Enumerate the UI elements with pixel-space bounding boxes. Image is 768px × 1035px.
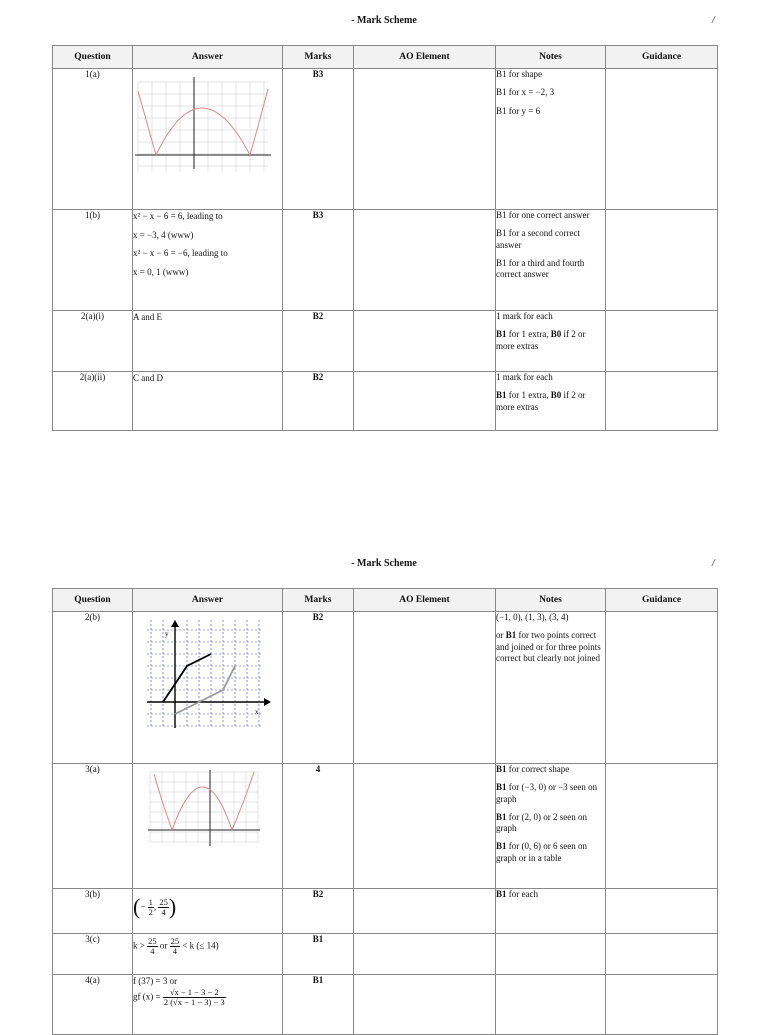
- graph-piecewise-lines: [143, 616, 273, 728]
- note-line: [496, 889, 605, 900]
- col-marks: Marks: [283, 589, 354, 612]
- note-line: [496, 630, 605, 664]
- answer-cell: C and D: [133, 372, 283, 431]
- note-line: B1 for x = −2, 3: [496, 87, 555, 98]
- table-row: [53, 210, 718, 311]
- header-row: [53, 589, 718, 612]
- note-line: [496, 812, 605, 835]
- marks-value: B2: [283, 612, 354, 764]
- guidance-cell: [606, 612, 718, 764]
- col-answer: Answer: [133, 589, 283, 612]
- notes-cell: [496, 934, 606, 975]
- col-notes: Notes: [496, 589, 606, 612]
- note-line: 1 mark for each: [496, 372, 553, 382]
- ao-element-cell: [354, 210, 496, 311]
- ao-element-cell: [354, 764, 496, 889]
- note-bold: B1: [496, 782, 507, 793]
- note-line: [496, 390, 605, 413]
- table-row: [53, 612, 718, 764]
- denominator: 2: [148, 906, 153, 917]
- question-number: 1(b): [53, 210, 133, 311]
- note-line: B1 for one correct answer: [496, 210, 590, 220]
- answer-line: f (37) = 3 or: [133, 976, 178, 986]
- note-line: B1 for a second correct answer: [496, 228, 580, 250]
- note-line: B1 for shape: [496, 69, 542, 79]
- question-number: 3(b): [53, 889, 133, 934]
- note-line: [496, 782, 605, 805]
- col-answer: Answer: [133, 46, 283, 69]
- note-bold: B1: [496, 889, 507, 899]
- question-number: 3(c): [53, 934, 133, 975]
- answer-text: k >: [133, 940, 145, 951]
- note-bold: B1: [496, 841, 507, 852]
- note-text: for correct shape: [506, 764, 570, 774]
- guidance-cell: [606, 311, 718, 372]
- question-number: 2(a)(i): [53, 311, 133, 372]
- answer-cell: A and E: [133, 311, 283, 372]
- marks-value: B2: [283, 889, 354, 934]
- page-number-mark: /: [712, 15, 715, 26]
- note-text: for each: [506, 889, 538, 899]
- guidance-cell: [606, 975, 718, 1035]
- ao-element-cell: [354, 889, 496, 934]
- notes-cell: [496, 372, 606, 431]
- note-bold: B1: [505, 630, 517, 641]
- question-number: 4(a): [53, 975, 133, 1035]
- table-row: [53, 934, 718, 975]
- col-question: Question: [53, 46, 133, 69]
- note-text: if 2 or more extras: [496, 329, 586, 351]
- table-row: [53, 69, 718, 210]
- guidance-cell: [606, 764, 718, 889]
- note-text: for (0, 6) or 6 seen on graph or in a table: [496, 841, 587, 863]
- notes-cell: [496, 210, 606, 311]
- numerator: 25: [148, 936, 157, 946]
- marks-value: B1: [283, 934, 354, 975]
- note-line: [496, 329, 605, 352]
- answer-line: x² − x − 6 = −6, leading to: [133, 248, 228, 259]
- denominator: 4: [161, 906, 166, 917]
- answer-cell: [133, 889, 283, 934]
- col-ao-element: AO Element: [354, 589, 496, 612]
- note-line: (−1, 0), (1, 3), (3, 4): [496, 612, 569, 622]
- note-text: for 1 extra,: [506, 390, 551, 401]
- ao-element-cell: [354, 934, 496, 975]
- question-number: 2(b): [53, 612, 133, 764]
- notes-cell: [496, 69, 606, 210]
- notes-cell: [496, 612, 606, 764]
- guidance-cell: [606, 372, 718, 431]
- table-row: [53, 311, 718, 372]
- x-axis-label: x: [255, 708, 259, 716]
- denominator: 2 (√x − 1 − 3) − 3: [163, 996, 225, 1007]
- col-marks: Marks: [283, 46, 354, 69]
- answer-cell: [133, 612, 283, 764]
- note-text: for (−3, 0) or −3 seen on graph: [496, 782, 598, 804]
- note-text: for 1 extra,: [506, 329, 551, 340]
- guidance-cell: [606, 210, 718, 311]
- notes-cell: [496, 311, 606, 372]
- marks-value: B3: [283, 210, 354, 311]
- numerator: 25: [170, 936, 180, 946]
- guidance-cell: [606, 889, 718, 934]
- table-row: [53, 975, 718, 1035]
- page-title: - Mark Scheme: [351, 15, 417, 26]
- answer-text: or: [159, 940, 168, 951]
- notes-cell: [496, 764, 606, 889]
- close-paren: ): [168, 894, 177, 919]
- note-bold: B1: [496, 811, 507, 822]
- page-title: - Mark Scheme: [351, 558, 417, 569]
- note-line: [496, 764, 605, 775]
- answer-line: x² − x − 6 = 6, leading to: [133, 211, 223, 221]
- note-text: or: [496, 630, 506, 641]
- answer-cell: [133, 975, 283, 1035]
- col-guidance: Guidance: [606, 46, 718, 69]
- fraction: [170, 937, 181, 956]
- ao-element-cell: [354, 372, 496, 431]
- numerator: √x − 1 − 3 − 2: [163, 988, 226, 998]
- graph-modulus-quadratic: [148, 770, 260, 846]
- col-notes: Notes: [496, 46, 606, 69]
- answer-line: x = −3, 4 (www): [133, 229, 194, 240]
- minus-sign: −: [140, 901, 146, 912]
- answer-line: x = 0, 1 (www): [133, 266, 189, 277]
- note-bold: B0: [550, 390, 562, 401]
- denominator: 4: [172, 945, 177, 956]
- notes-cell: [496, 975, 606, 1035]
- marks-value: B1: [283, 975, 354, 1035]
- graph-modulus-quadratic: [133, 77, 273, 177]
- table-row: [53, 889, 718, 934]
- note-bold: B0: [550, 329, 562, 340]
- ao-element-cell: [354, 311, 496, 372]
- table-row: [53, 372, 718, 431]
- answer-cell: [133, 934, 283, 975]
- question-number: 1(a): [53, 69, 133, 210]
- marks-value: B2: [283, 372, 354, 431]
- mark-scheme-table-2: [52, 588, 718, 1035]
- numerator: 25: [159, 896, 168, 907]
- numerator: 1: [148, 896, 153, 907]
- note-bold: B1: [496, 329, 507, 340]
- header-row: [53, 46, 718, 69]
- fraction: [147, 937, 158, 956]
- answer-cell: [133, 210, 283, 311]
- note-line: [496, 841, 605, 864]
- answer-cell: [133, 764, 283, 889]
- ao-element-cell: [354, 975, 496, 1035]
- note-line: B1 for y = 6: [496, 105, 541, 116]
- answer-text: < k (≤ 14): [182, 940, 219, 951]
- answer-cell: [133, 69, 283, 210]
- col-guidance: Guidance: [606, 589, 718, 612]
- note-line: 1 mark for each: [496, 311, 553, 321]
- notes-cell: [496, 889, 606, 934]
- answer-line: [133, 988, 282, 1007]
- y-axis-label: y: [165, 630, 169, 638]
- fraction: [163, 988, 226, 1007]
- mark-scheme-table-1: [52, 45, 718, 431]
- fraction: [158, 898, 169, 917]
- note-bold: B1: [496, 764, 507, 774]
- page-number-mark: /: [712, 558, 715, 569]
- note-line: B1 for a third and fourth correct answer: [496, 257, 585, 279]
- answer-text: gf (x) =: [133, 991, 161, 1002]
- question-number: 2(a)(ii): [53, 372, 133, 431]
- comma: ,: [153, 901, 157, 912]
- marks-value: B2: [283, 311, 354, 372]
- note-text: for two points correct and joined or for three points correct but clearly not joined: [496, 630, 601, 663]
- marks-value: 4: [283, 764, 354, 889]
- guidance-cell: [606, 934, 718, 975]
- note-text: if 2 or more extras: [496, 390, 586, 412]
- col-ao-element: AO Element: [354, 46, 496, 69]
- table-row: [53, 764, 718, 889]
- guidance-cell: [606, 69, 718, 210]
- note-text: for (2, 0) or 2 seen on graph: [496, 811, 587, 833]
- marks-value: B3: [283, 69, 354, 210]
- col-question: Question: [53, 589, 133, 612]
- open-paren: (: [133, 894, 141, 919]
- denominator: 4: [150, 945, 155, 956]
- note-bold: B1: [496, 390, 507, 401]
- ao-element-cell: [354, 612, 496, 764]
- question-number: 3(a): [53, 764, 133, 889]
- ao-element-cell: [354, 69, 496, 210]
